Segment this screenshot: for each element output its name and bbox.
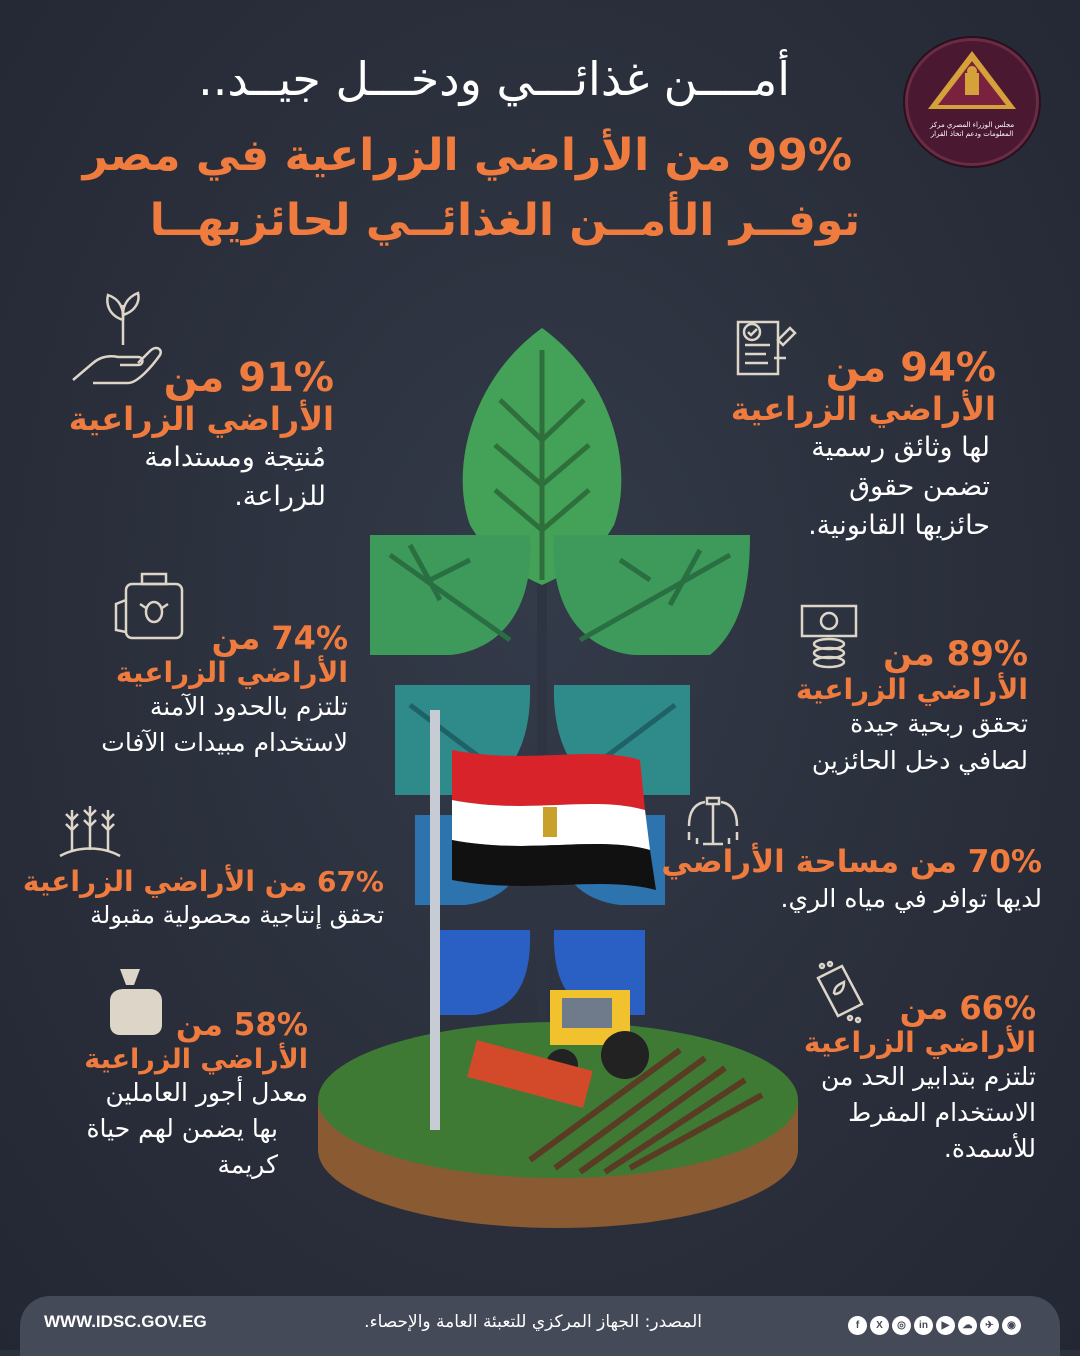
stat-94 — [596, 345, 996, 545]
facebook-icon[interactable]: f — [848, 1316, 867, 1335]
social-icons — [848, 1316, 1021, 1335]
x-twitter-icon[interactable]: X — [870, 1316, 889, 1335]
stat-58-desc-2: بها يضمن لهم حياة — [86, 1113, 278, 1143]
website-link[interactable]: WWW.IDSC.GOV.EG — [44, 1312, 207, 1331]
stat-89-subject: الأراضي الزراعية — [795, 673, 1028, 707]
stat-74-percent: 74% من — [211, 619, 348, 657]
stat-58-percent: 58% من — [175, 1007, 308, 1043]
stat-66 — [636, 990, 1036, 1168]
stat-74-desc-2: لاستخدام مبيدات الآفات — [101, 728, 348, 758]
stat-89-desc-2: لصافي دخل الحائزين — [811, 745, 1028, 775]
stat-67-desc-1: تحقق إنتاجية محصولية مقبولة — [90, 901, 384, 930]
source-text: المصدر: الجهاز المركزي للتعبئة العامة والإحصاء. — [364, 1312, 702, 1332]
logo-text: مجلس الوزراء المصري مركز المعلومات ودعم اتخاذ القرار — [929, 121, 1015, 138]
stat-94-desc-2: تضمن حقوق — [849, 470, 990, 502]
headline-line-1: أمــــن غذائـــي ودخـــل جيــد.. — [198, 52, 790, 106]
stat-67 — [4, 866, 384, 933]
stat-66-subject: الأراضي الزراعية — [803, 1025, 1036, 1059]
stat-94-desc-3: حائزيها القانونية. — [808, 510, 990, 542]
stat-89-desc-1: تحقق ربحية جيدة — [850, 709, 1028, 739]
soundcloud-icon[interactable]: ☁ — [958, 1316, 977, 1335]
stat-89-percent: 89% من — [883, 634, 1028, 674]
stat-67-percent: 67% من الأراضي الزراعية — [22, 865, 384, 898]
telegram-icon[interactable]: ✈ — [980, 1316, 999, 1335]
linkedin-icon[interactable]: in — [914, 1316, 933, 1335]
stat-94-desc-1: لها وثائق رسمية — [811, 431, 990, 463]
stat-89 — [628, 635, 1028, 779]
stat-91-percent: 91% من — [163, 355, 334, 401]
stat-58-desc-3: كريمة — [217, 1150, 278, 1180]
stat-91-desc-2: للزراعة. — [234, 480, 326, 512]
stat-91-desc-1: مُنتِجة ومستدامة — [144, 441, 326, 473]
stat-70 — [622, 845, 1042, 917]
stat-70-percent: 70% من مساحة الأراضي — [661, 844, 1042, 880]
idsc-logo — [905, 38, 1039, 166]
stat-58 — [8, 1008, 308, 1183]
stat-66-desc-3: للأسمدة. — [943, 1134, 1036, 1164]
headline-line-3: توفــر الأمــن الغذائــي لحائزيهــا — [149, 195, 860, 246]
stat-74 — [18, 620, 348, 761]
stat-91-subject: الأراضي الزراعية — [68, 400, 334, 438]
stat-74-subject: الأراضي الزراعية — [115, 655, 348, 689]
stat-94-percent: 94% من — [825, 345, 996, 391]
stat-66-desc-2: الاستخدام المفرط — [848, 1098, 1036, 1128]
instagram-icon[interactable]: ◎ — [892, 1316, 911, 1335]
stat-66-desc-1: تلتزم بتدابير الحد من — [820, 1061, 1036, 1091]
stat-58-subject: الأراضي الزراعية — [84, 1043, 308, 1075]
stat-70-desc-1: لديها توافر في مياه الري. — [780, 883, 1042, 913]
stat-74-desc-1: تلتزم بالحدود الآمنة — [149, 691, 348, 721]
youtube-icon[interactable]: ▶ — [936, 1316, 955, 1335]
wheat-crop-icon — [58, 800, 122, 864]
app-icon[interactable]: ◉ — [1002, 1316, 1021, 1335]
stat-91 — [34, 355, 334, 516]
headline-line-2: 99% من الأراضي الزراعية في مصر — [82, 130, 852, 181]
stat-66-percent: 66% من — [899, 989, 1036, 1027]
stat-94-subject: الأراضي الزراعية — [730, 390, 996, 428]
stat-58-desc-1: معدل أجور العاملين — [105, 1077, 308, 1107]
